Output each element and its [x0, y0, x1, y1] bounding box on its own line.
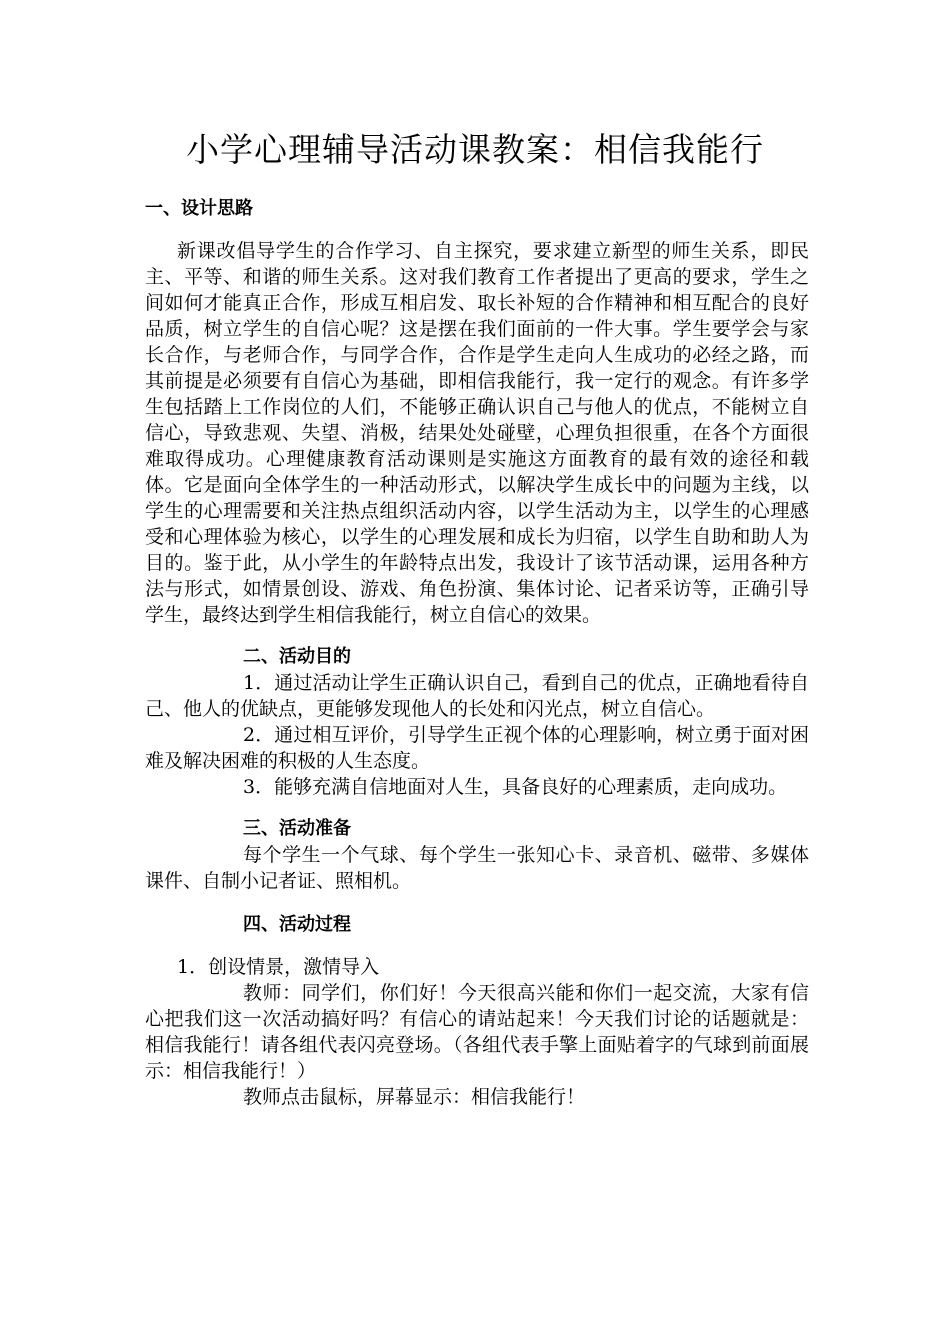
spacer [145, 628, 809, 644]
spacer [145, 800, 809, 816]
section-heading-goals: 二、活动目的 [243, 646, 351, 667]
section-heading-preparation: 三、活动准备 [243, 818, 351, 839]
goal-item-1: 1．通过活动让学生正确认识自己，看到自己的优点，正确地看待自己、他人的优缺点，更能够发现他人的长处和闪光点，树立自信心。 [145, 672, 809, 720]
process-step-1: 1．创设情景，激情导入 [177, 956, 380, 978]
preparation-text: 每个学生一个气球、每个学生一张知心卡、录音机、磁带、多媒体课件、自制小记者证、照相机。 [145, 844, 809, 892]
process-dialogue-2: 教师点击鼠标，屏幕显示：相信我能行！ [243, 1086, 586, 1108]
spacer [145, 894, 809, 912]
spacer [145, 938, 809, 954]
section-heading-process: 四、活动过程 [243, 914, 351, 935]
document-title: 小学心理辅导活动课教案：相信我能行 [186, 130, 764, 169]
design-paragraph: 新课改倡导学生的合作学习、自主探究，要求建立新型的师生关系，即民主、平等、和谐的师生关系。这对我们教育工作者提出了更高的要求，学生之间如何才能真正合作，形成互相启发、取长补短的合作精神和相互配合的良好品质，树立学生的自信心呢？这是摆在我们面前的一件大事。学生要学会与家长合作，与老师合作，与同学合作，合作是学生走向人生成功的必经之路，而其前提是必须要有自信心为基础，即相信我能行，我一定行的观念。有许多学生包括踏上工作岗位的人们，不能够正确认识自己与他人的优点，不能树立自信心，导致悲观、失望、消极，结果处处碰壁，心理负担很重，在各个方面很难取得成功。心理健康教育活动课则是实施这方面教育的最有效的途径和载体。它是面向全体学生的一种活动形式，以解决学生成长中的问题为主线，以学生的心理需要和关注热点组织活动内容，以学生活动为主，以学生的心理感受和心理体验为核心，以学生的心理发展和成长为归宿，以学生自助和助人为目的。鉴于此，从小学生的年龄特点出发，我设计了该节活动课，运用各种方法与形式，如情景创设、游戏、角色扮演、集体讨论、记者采访等，正确引导学生，最终达到学生相信我能行，树立自信心的效果。 [145, 240, 809, 626]
document-body [145, 196, 809, 1110]
section-heading-design: 一、设计思路 [145, 198, 253, 219]
goal-item-2: 2．通过相互评价，引导学生正视个体的心理影响，树立勇于面对困难及解决困难的积极的人生态度。 [145, 724, 809, 772]
process-dialogue-1: 教师：同学们，你们好！今天很高兴能和你们一起交流，大家有信心把我们这一次活动搞好吗？有信心的请站起来！今天我们讨论的话题就是：相信我能行！请各组代表闪亮登场。（各组代表手擎上面贴着字的气球到前面展示：相信我能行！） [145, 982, 809, 1082]
goal-item-3: 3．能够充满自信地面对人生，具备良好的心理素质，走向成功。 [243, 776, 788, 798]
